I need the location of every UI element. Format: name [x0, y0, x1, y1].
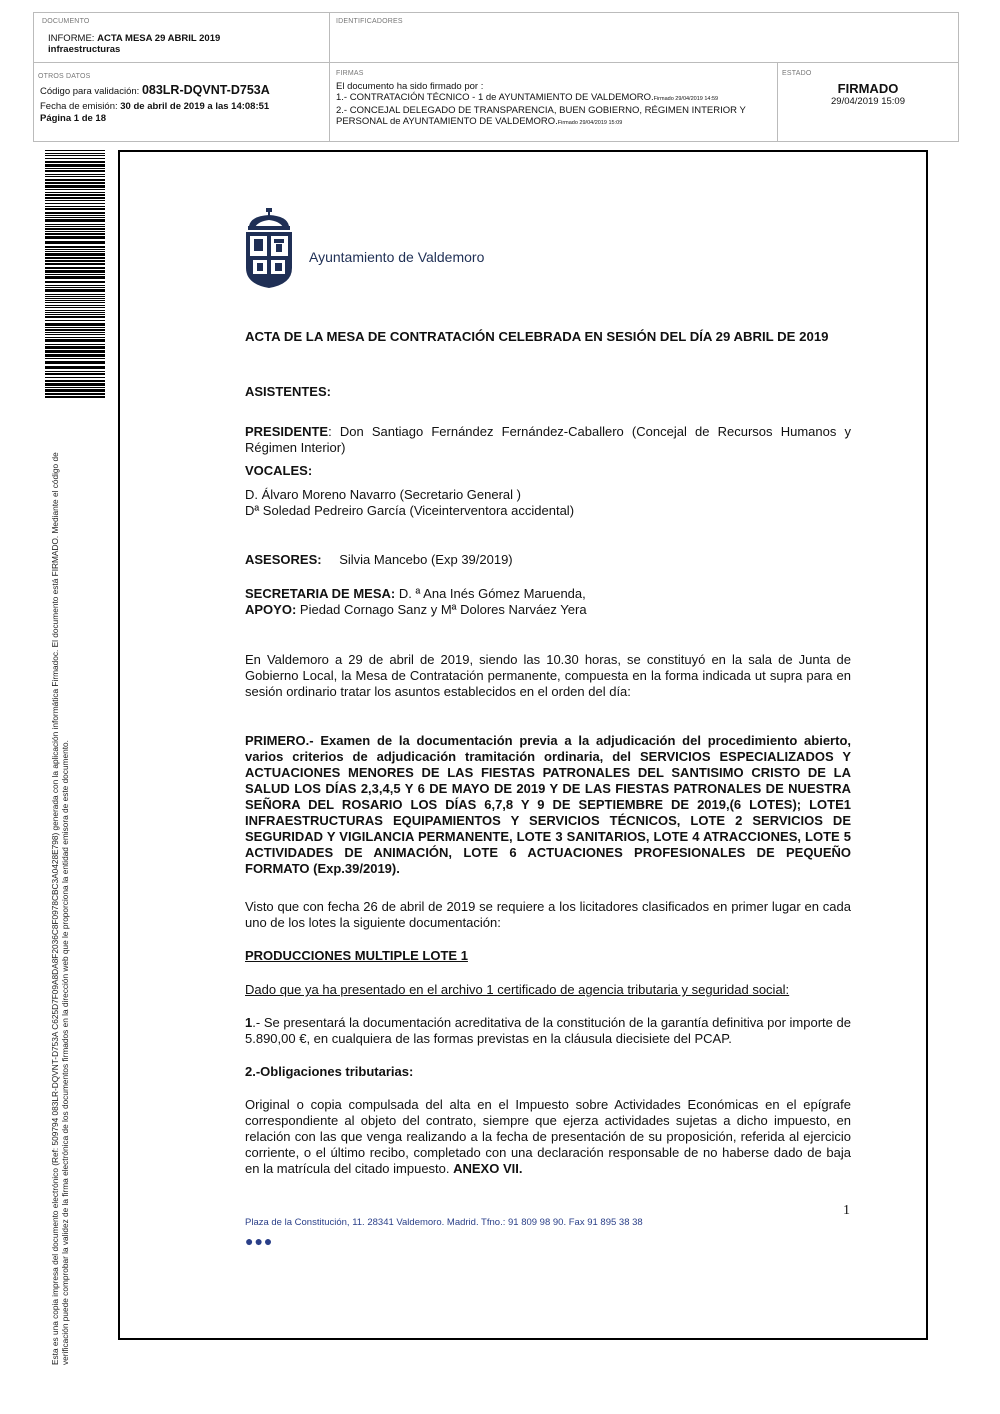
vocal-1: D. Álvaro Moreno Navarro (Secretario General ) [245, 487, 521, 502]
barcode-bar [45, 312, 105, 313]
documento-cell [34, 13, 330, 63]
org-name: Ayuntamiento de Valdemoro [309, 249, 485, 265]
barcode-bar [45, 296, 105, 297]
barcode-bar [45, 289, 105, 292]
barcode-bar [45, 241, 105, 244]
intro-paragraph: En Valdemoro a 29 de abril de 2019, siendo las 10.30 horas, se constituyó en la sala de Junta de Gobierno Local, la Mesa de Contratación permanente, compuesta en la forma indicada ut supra para en sesión ordinario tratar los asuntos establecidos en el orden del día: [245, 652, 851, 699]
item1-paragraph: 1.- Se presentará la documentación acreditativa de la constitución de la garantía definitiva por importe de 5.890,00 €, en cualquiera de las formas previstas en la cláusula diecisiete del PCAP. [245, 1015, 851, 1046]
barcode-bar [45, 231, 105, 232]
barcode-bar [45, 377, 105, 378]
barcode-bar [45, 253, 105, 256]
otros-datos-label: OTROS DATOS [38, 73, 91, 80]
footer-dots: ●●● [245, 1233, 274, 1249]
fecha-emision: Fecha de emisión: 30 de abril de 2019 a las 14:08:51 [40, 101, 270, 112]
barcode-bar [45, 219, 105, 222]
barcode-bar [45, 179, 105, 181]
barcode-bar [45, 228, 105, 230]
coat-of-arms-logo [243, 208, 295, 290]
barcode-bar [45, 236, 105, 239]
barcode-bar [45, 189, 105, 190]
barcode-bar [45, 176, 105, 177]
barcode-bar [45, 393, 105, 395]
barcode-bar [45, 215, 105, 216]
barcode [45, 150, 105, 400]
barcode-bar [45, 226, 105, 227]
barcode-bar [45, 203, 105, 204]
barcode-bar [45, 327, 105, 328]
barcode-bar [45, 350, 105, 353]
primero-paragraph: PRIMERO.- Examen de la documentación previa a la adjudicación del procedimiento abierto, varios criterios de adjudicación tramitación ordinaria, del SERVICIOS ESPECIALIZADOS Y ACTUACIONES MENORES DE LAS FIESTAS PATRONALES DEL SANTISIMO CRISTO DE LA SALUD LOS DÍAS 2,3,4,5 Y 6 DE MAYO DE 2019 Y DE LAS FIESTAS PATRONALES DE NUESTRA SEÑORA DEL ROSARIO LOS DÍAS 6,7,8 Y 9 DE SEPTIEMBRE DE 2019,(6 LOTES); LOTE1 INFRAESTRUCTURAS EQUIPAMIENTOS Y SERVICIOS TÉCNICOS, LOTE 2 SERVICIOS DE SEGURIDAD Y VIGILANCIA PERMANENTE, LOTE 3 SANITARIOS, LOTE 4 ATRACCIONES, LOTE 5 ACTIVIDADES DE ANIMACIÓN, LOTE 6 ACTUACIONES PROFESIONALES DE PEQUEÑO FORMATO (Exp.39/2019). [245, 733, 851, 876]
pagina-info: Página 1 de 18 [40, 113, 107, 124]
barcode-bar [45, 251, 105, 252]
barcode-bar [45, 383, 105, 386]
barcode-bar [45, 155, 105, 156]
visto-paragraph: Visto que con fecha 26 de abril de 2019 se requiere a los licitadores clasificados en primer lugar en cada uno de los lotes la siguiente documentación: [245, 899, 851, 930]
barcode-bar [45, 339, 105, 342]
otros-datos-cell [34, 63, 330, 141]
barcode-bar [45, 263, 105, 265]
barcode-bar [45, 233, 105, 235]
secretaria-line: SECRETARIA DE MESA: D. ª Ana Inés Gómez Maruenda, [245, 586, 586, 601]
barcode-bar [45, 366, 105, 369]
barcode-bar [45, 387, 105, 388]
barcode-bar [45, 267, 105, 269]
barcode-bar [45, 185, 105, 188]
barcode-bar [45, 208, 105, 210]
barcode-bar [45, 354, 105, 357]
barcode-bar [45, 337, 105, 338]
barcode-bar [45, 307, 105, 308]
firmas-cell [330, 63, 778, 141]
presidente-paragraph: PRESIDENTE: Don Santiago Fernández Fernández-Caballero (Concejal de Recursos Humanos y Régimen Interior) [245, 424, 851, 455]
barcode-bar [45, 305, 105, 306]
estado-cell [778, 63, 958, 141]
barcode-bar [45, 260, 105, 262]
firmas-label: FIRMAS [336, 70, 364, 77]
documento-value: INFORME: ACTA MESA 29 ABRIL 2019 infraestructuras [48, 33, 221, 55]
barcode-bar [45, 164, 105, 167]
lote1-heading: PRODUCCIONES MULTIPLE LOTE 1 [245, 948, 468, 963]
identificadores-cell [330, 13, 958, 63]
estado-date: 29/04/2019 15:09 [831, 96, 905, 107]
apoyo-line: APOYO: Piedad Cornago Sanz y Mª Dolores Narváez Yera [245, 602, 587, 617]
barcode-bar [45, 206, 105, 207]
barcode-bar [45, 285, 105, 286]
barcode-bar [45, 197, 105, 199]
barcode-bar [45, 281, 105, 283]
barcode-bar [45, 192, 105, 193]
barcode-bar [45, 217, 105, 218]
barcode-bar [45, 168, 105, 169]
barcode-bar [45, 300, 105, 301]
barcode-bar [45, 257, 105, 259]
asistentes-label: ASISTENTES: [245, 384, 331, 399]
barcode-bar [45, 249, 105, 250]
barcode-bar [45, 150, 105, 151]
verification-side-text: Esta es una copia impresa del documento electrónico (Ref: 509794 083LR-DQVNT-D753A C625D7F09A8DA8F2036C8F0978CBC3A0428E798) generada con la aplicación informática Firmadoc. El documento está FIRMADO. Mediante el código de verificación puede comprobar la validez de la firma electrónica de los documentos firmados en la dirección web que le proporciona la entidad emisora de este documento. [50, 452, 70, 1365]
page-number: 1 [843, 1203, 850, 1218]
barcode-bar [45, 276, 105, 279]
barcode-bar [45, 161, 105, 163]
barcode-bar [45, 323, 105, 326]
barcode-bar [45, 320, 105, 321]
barcode-bar [45, 158, 105, 159]
barcode-bar [45, 246, 105, 248]
barcode-bar [45, 174, 105, 175]
barcode-bar [45, 344, 105, 345]
barcode-bar [45, 380, 105, 382]
barcode-bar [45, 389, 105, 392]
barcode-bar [45, 332, 105, 333]
barcode-bar [45, 287, 105, 288]
footer-address: Plaza de la Constitución, 11. 28341 Valdemoro. Madrid. Tfno.: 91 809 98 90. Fax 91 895 38 38 [245, 1217, 643, 1228]
barcode-bar [45, 396, 105, 398]
barcode-bar [45, 200, 105, 201]
barcode-bar [45, 314, 105, 315]
estado-label: ESTADO [782, 70, 812, 77]
barcode-bar [45, 170, 105, 172]
vocal-2: Dª Soledad Pedreiro García (Viceinterventora accidental) [245, 503, 575, 518]
original-paragraph: Original o copia compulsada del alta en el Impuesto sobre Actividades Económicas en el epígrafe correspondiente al objeto del contrato, siempre que ejerza actividades sujetas a dicho impuesto, en relación con las que venga realizando a la fecha de presentación de su proposición, referida al ejercicio corriente, o el último recibo, completado con una declaración responsable de no haberse dado de baja en la matrícula del citado impuesto. ANEXO VII. [245, 1097, 851, 1176]
barcode-bar [45, 361, 105, 364]
barcode-bar [45, 316, 105, 318]
codigo-validacion: Código para validación: 083LR-DQVNT-D753A [40, 83, 270, 97]
barcode-bar [45, 212, 105, 214]
item2-heading: 2.-Obligaciones tributarias: [245, 1064, 414, 1079]
barcode-bar [45, 194, 105, 196]
barcode-bar [45, 274, 105, 275]
barcode-bar [45, 224, 105, 225]
barcode-bar [45, 298, 105, 299]
dado-line: Dado que ya ha presentado en el archivo 1 certificado de agencia tributaria y seguridad social: [245, 982, 790, 997]
barcode-bar [45, 329, 105, 331]
barcode-bar [45, 302, 105, 303]
barcode-bar [45, 346, 105, 349]
firmas-list: El documento ha sido firmado por : 1.- CONTRATACIÓN TÉCNICO - 1 de AYUNTAMIENTO DE VALDEMORO.Firmado 29/04/2019 14:59 2.- CONCEJAL DELEGADO DE TRANSPARENCIA, BUEN GOBIERNO, RÉGIMEN INTERIOR Y PERSONAL de AYUNTAMIENTO DE VALDEMORO.Firmado 29/04/2019 15:09 [336, 81, 746, 127]
identificadores-label: IDENTIFICADORES [336, 18, 403, 25]
barcode-bar [45, 371, 105, 372]
signature-header-table [33, 12, 959, 142]
estado-value: FIRMADO [837, 81, 899, 96]
barcode-bar [45, 270, 105, 273]
barcode-bar [45, 334, 105, 335]
vocales-label: VOCALES: [245, 463, 313, 478]
documento-label: DOCUMENTO [42, 18, 90, 25]
asesores-line: ASESORES: Silvia Mancebo (Exp 39/2019) [245, 552, 513, 567]
barcode-bar [45, 373, 105, 375]
barcode-bar [45, 153, 105, 154]
page-title: ACTA DE LA MESA DE CONTRATACIÓN CELEBRADA EN SESIÓN DEL DÍA 29 ABRIL DE 2019 [245, 329, 829, 344]
barcode-bar [45, 182, 105, 184]
barcode-bar [45, 310, 105, 311]
barcode-bar [45, 358, 105, 359]
barcode-bar [45, 294, 105, 295]
